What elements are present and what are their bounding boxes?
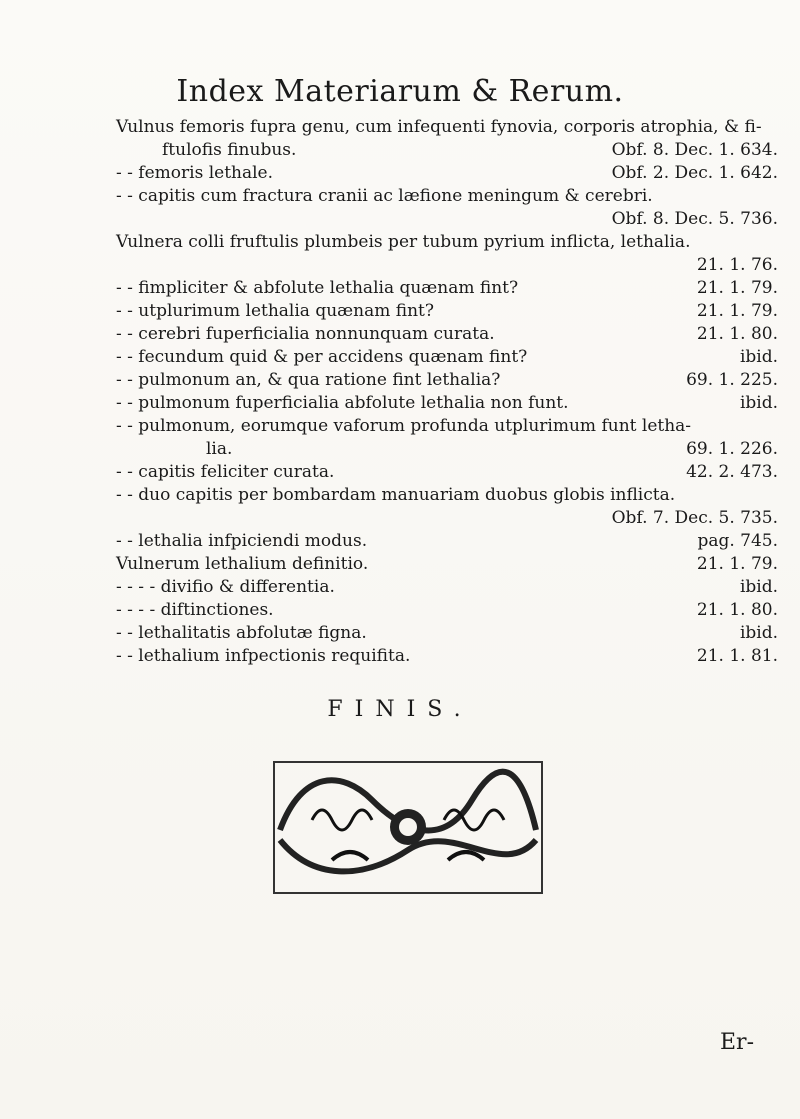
entry-line: - - pulmonum, eorumque vaforum profunda utplurimum funt letha- (116, 416, 692, 436)
entry-line: Vulnus femoris fupra genu, cum infequenti fynovia, corporis atrophia, & fi- (116, 117, 762, 137)
entry-ref: Obf. 8. Dec. 1. 634. (611, 140, 778, 160)
entry-line: - - utplurimum lethalia quænam fint? (116, 301, 434, 321)
finis-text: FINIS. (327, 697, 473, 722)
entry-ref: ibid. (739, 623, 778, 643)
catchword: Er- (720, 1030, 755, 1055)
entry-ref: Obf. 8. Dec. 5. 736. (611, 209, 778, 229)
entry-line: - - lethalitatis abfolutæ figna. (116, 623, 367, 643)
entry-ref: Obf. 7. Dec. 5. 735. (611, 508, 778, 528)
entry-ref: 21. 1. 79. (696, 278, 778, 298)
entry-line: - - - - diftinctiones. (116, 600, 274, 620)
entry-line: - - cerebri fuperficialia nonnunquam curata. (116, 324, 495, 344)
entry-ref: 69. 1. 225. (686, 370, 778, 390)
entry-ref: 69. 1. 226. (686, 439, 778, 459)
entry-line: - - fecundum quid & per accidens quænam fint? (116, 347, 528, 367)
entry-line: lia. (206, 439, 233, 459)
entry-line: - - femoris lethale. (116, 163, 274, 183)
entry-ref: 21. 1. 80. (696, 324, 778, 344)
entry-line: - - lethalium infpectionis requifita. (116, 646, 411, 666)
entry-ref: ibid. (739, 347, 778, 367)
entry-line: - - fimpliciter & abfolute lethalia quænam fint? (116, 278, 519, 298)
entry-ref: 42. 2. 473. (686, 462, 778, 482)
entry-line: - - capitis feliciter curata. (116, 462, 335, 482)
entry-line: Vulnerum lethalium definitio. (116, 554, 369, 574)
entry-line: - - duo capitis per bombardam manuariam duobus globis inflicta. (116, 485, 676, 505)
entry-ref: 21. 1. 76. (696, 255, 778, 275)
entry-line: - - - - divifio & differentia. (116, 577, 335, 597)
entry-line: - - capitis cum fractura cranii ac læfione meningum & cerebri. (116, 186, 653, 206)
entry-line: ftulofis finubus. (162, 140, 297, 160)
entry-line: - - pulmonum an, & qua ratione fint lethalia? (116, 370, 501, 390)
entry-ref: pag. 745. (697, 531, 778, 551)
entry-ref: 21. 1. 79. (696, 554, 778, 574)
entry-ref: 21. 1. 79. (696, 301, 778, 321)
entry-ref: 21. 1. 80. (696, 600, 778, 620)
page-title: Index Materiarum & Rerum. (176, 74, 624, 109)
entry-ref: ibid. (739, 577, 778, 597)
entry-ref: ibid. (739, 393, 778, 413)
entry-line: Vulnera colli fruftulis plumbeis per tubum pyrium inflicta, lethalia. (116, 232, 691, 252)
entry-ref: 21. 1. 81. (696, 646, 778, 666)
entry-line: - - lethalia infpiciendi modus. (116, 531, 368, 551)
entry-line: - - pulmonum fuperficialia abfolute lethalia non funt. (116, 393, 569, 413)
tailpiece-ornament (272, 760, 544, 895)
entry-ref: Obf. 2. Dec. 1. 642. (611, 163, 778, 183)
